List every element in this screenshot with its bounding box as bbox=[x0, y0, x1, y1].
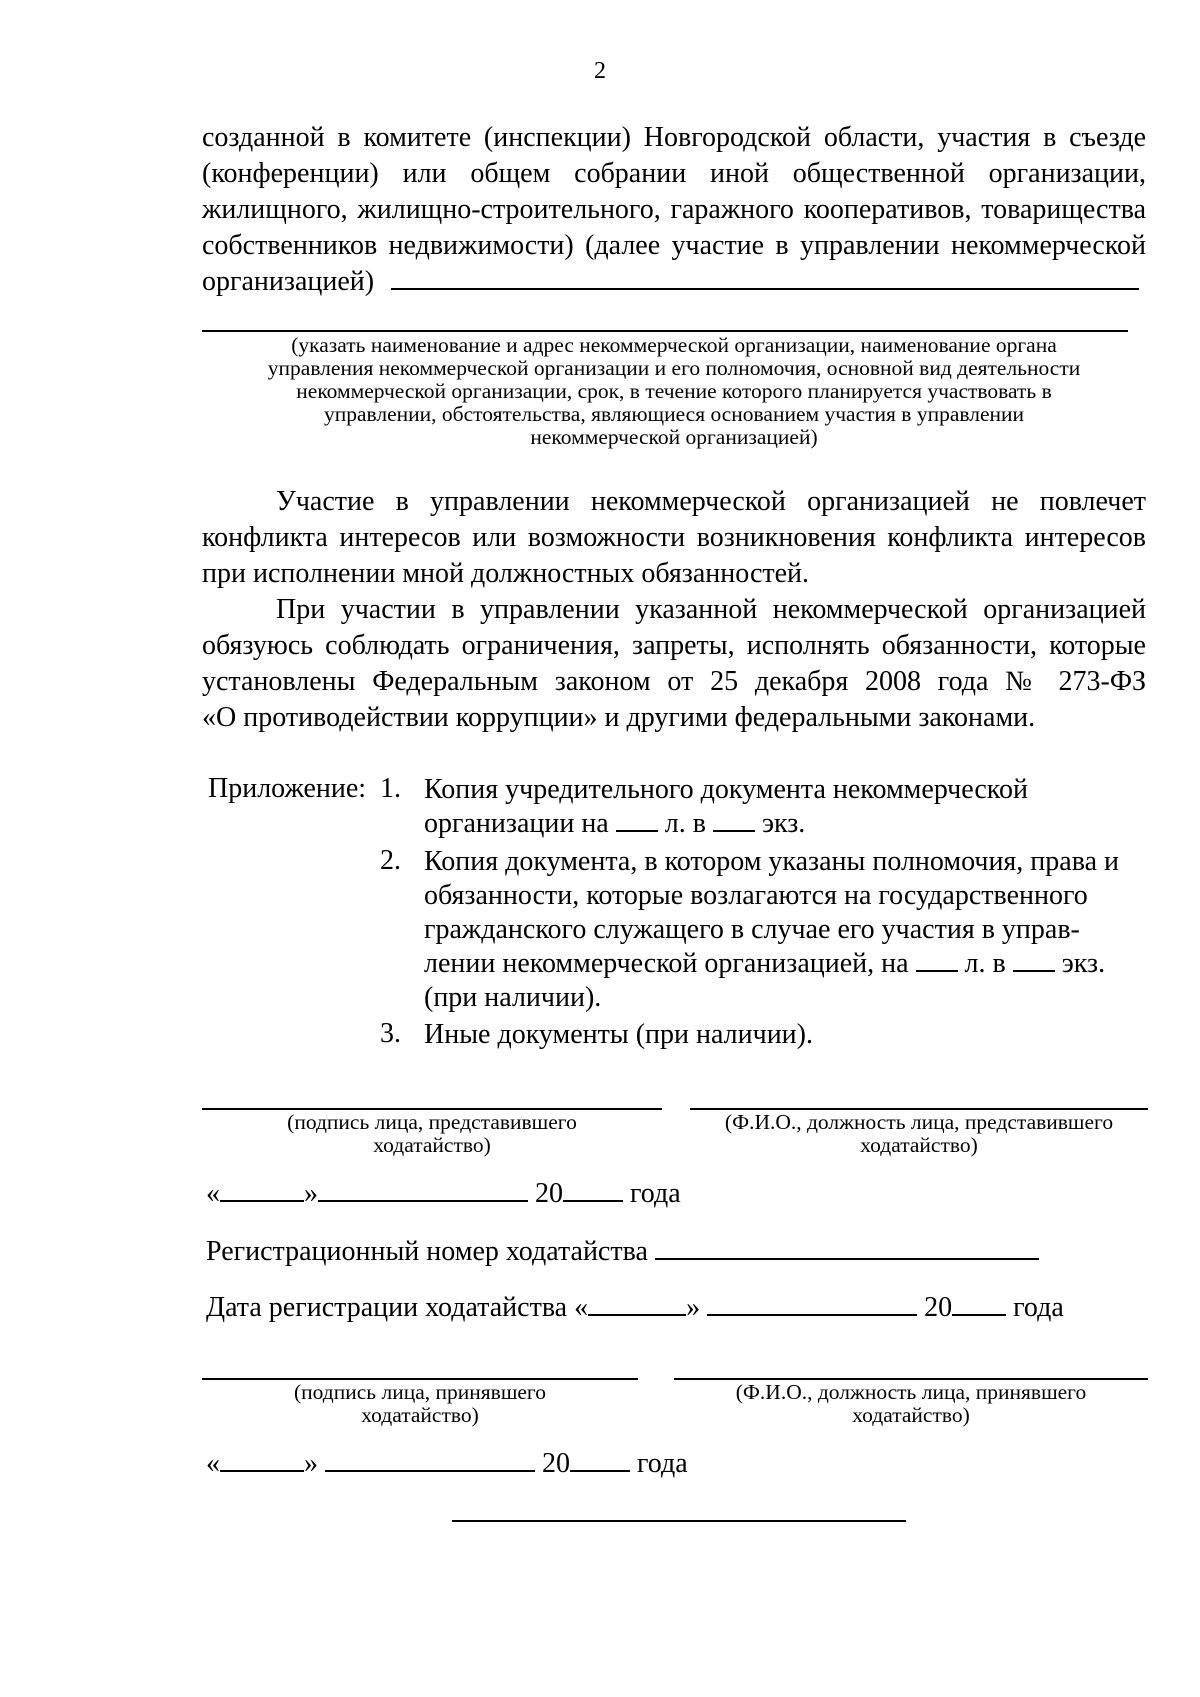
receiver-name-caption-2: ходатайство) bbox=[852, 1403, 970, 1427]
closing-separator bbox=[452, 1520, 906, 1522]
registration-close-quote: » bbox=[686, 1292, 701, 1323]
appendix-item-1-line-1: Копия учредительного документа некоммерческой bbox=[424, 774, 1028, 805]
submission-date bbox=[206, 1178, 681, 1210]
page-number: 2 bbox=[594, 58, 606, 84]
appendix-item-2-copies-field[interactable] bbox=[1013, 948, 1055, 972]
intro-line-1: созданной в комитете (инспекции) Новгородской области, участия в съезде bbox=[202, 122, 1146, 153]
submitter-name-caption-2: ходатайство) bbox=[860, 1133, 978, 1157]
appendix-item-2-line-3: гражданского служащего в случае его участия в управ- bbox=[424, 914, 1080, 945]
para2-line-2: обязуюсь соблюдать ограничения, запреты, исполнять обязанности, которые bbox=[202, 630, 1146, 661]
registration-year-field[interactable] bbox=[952, 1292, 1006, 1316]
date1-close-quote: » bbox=[304, 1178, 318, 1209]
para2-line-4: «О противодействии коррупции» и другими федеральными законами. bbox=[202, 702, 1036, 733]
date1-day-field[interactable] bbox=[220, 1178, 304, 1202]
organization-name-field[interactable] bbox=[391, 266, 1139, 290]
registration-number-label: Регистрационный номер ходатайства bbox=[206, 1236, 648, 1267]
date1-year-word: года bbox=[630, 1178, 681, 1209]
registration-date-row bbox=[206, 1292, 1064, 1324]
appendix-item-2-text-a: лении некоммерческой организацией, на bbox=[424, 948, 909, 979]
appendix-item-2-line-4 bbox=[424, 947, 1105, 981]
appendix-item-1-text-b: л. в bbox=[664, 808, 706, 839]
date2-open-quote: « bbox=[206, 1448, 220, 1479]
date2-century: 20 bbox=[542, 1448, 570, 1479]
registration-month-field[interactable] bbox=[707, 1292, 917, 1316]
appendix-item-3-line-1: Иные документы (при наличии). bbox=[424, 1019, 813, 1050]
appendix-item-2-line-1: Копия документа, в котором указаны полномочия, права и bbox=[424, 846, 1119, 877]
submitter-signature-caption-1: (подпись лица, представившего bbox=[287, 1110, 577, 1134]
date2-year-word: года bbox=[637, 1448, 688, 1479]
appendix-item-1-sheets-field[interactable] bbox=[616, 808, 658, 832]
appendix-item-1-text-c: экз. bbox=[761, 808, 806, 839]
date1-year-field[interactable] bbox=[563, 1178, 623, 1202]
organization-details-field[interactable] bbox=[202, 330, 1128, 332]
appendix-item-2-line-5: (при наличии). bbox=[424, 982, 602, 1013]
registration-number-row bbox=[206, 1236, 1039, 1268]
appendix-item-1-copies-field[interactable] bbox=[713, 808, 755, 832]
date1-open-quote: « bbox=[206, 1178, 220, 1209]
appendix-item-2-text-b: л. в bbox=[964, 948, 1006, 979]
registration-year-word: года bbox=[1013, 1292, 1064, 1323]
para1-line-2: конфликта интересов или возможности возникновения конфликта интересов bbox=[202, 522, 1146, 553]
note-line-2: управления некоммерческой организации и его полномочия, основной вид деятельности bbox=[267, 356, 1081, 380]
appendix-item-3-number: 3. bbox=[380, 1018, 401, 1049]
appendix-item-1-number: 1. bbox=[380, 773, 401, 804]
appendix-item-1-text-a: организации на bbox=[424, 808, 609, 839]
date2-day-field[interactable] bbox=[220, 1448, 304, 1472]
appendix-label: Приложение: bbox=[208, 773, 367, 804]
receiver-signature-caption-2: ходатайство) bbox=[361, 1403, 479, 1427]
note-line-4: управлении, обстоятельства, являющиеся основанием участия в управлении bbox=[323, 402, 1025, 426]
registration-day-field[interactable] bbox=[588, 1292, 686, 1316]
intro-last-label: организацией) bbox=[202, 266, 375, 297]
appendix-item-2-line-2: обязанности, которые возлагаются на государственного bbox=[424, 880, 1088, 911]
intro-line-5 bbox=[202, 264, 1146, 300]
receiver-name-caption-1: (Ф.И.О., должность лица, принявшего bbox=[735, 1380, 1087, 1404]
registration-number-field[interactable] bbox=[655, 1236, 1039, 1260]
appendix-item-2-text-c: экз. bbox=[1061, 948, 1106, 979]
date2-year-field[interactable] bbox=[570, 1448, 630, 1472]
appendix-item-1-line-2 bbox=[424, 807, 805, 841]
registration-century: 20 bbox=[924, 1292, 953, 1323]
para2-line-3: установлены Федеральным законом от 25 декабря 2008 года № 273-ФЗ bbox=[202, 666, 1146, 697]
acceptance-date bbox=[206, 1448, 688, 1480]
date1-century: 20 bbox=[535, 1178, 563, 1209]
note-line-5: некоммерческой организацией) bbox=[530, 425, 818, 449]
date2-close-quote: » bbox=[304, 1448, 318, 1479]
note-line-1: (указать наименование и адрес некоммерческой организации, наименование органа bbox=[291, 333, 1057, 357]
submitter-signature-caption-2: ходатайство) bbox=[373, 1133, 491, 1157]
intro-line-2: (конференции) или общем собрании иной общественной организации, bbox=[202, 158, 1146, 189]
para1-line-3: при исполнении мной должностных обязанностей. bbox=[202, 558, 810, 589]
note-line-3: некоммерческой организации, срок, в течение которого планируется участвовать в bbox=[296, 379, 1052, 403]
intro-line-4: собственников недвижимости) (далее участие в управлении некоммерческой bbox=[202, 230, 1146, 261]
intro-line-3: жилищного, жилищно-строительного, гаражного кооперативов, товарищества bbox=[202, 194, 1146, 225]
para2-line-1: При участии в управлении указанной некоммерческой организацией bbox=[276, 594, 1146, 625]
submitter-name-caption-1: (Ф.И.О., должность лица, представившего bbox=[724, 1110, 1114, 1134]
date2-month-field[interactable] bbox=[325, 1448, 535, 1472]
receiver-signature-caption-1: (подпись лица, принявшего bbox=[294, 1380, 546, 1404]
registration-date-label: Дата регистрации ходатайства « bbox=[206, 1292, 589, 1323]
date1-month-field[interactable] bbox=[318, 1178, 528, 1202]
para1-line-1: Участие в управлении некоммерческой организацией не повлечет bbox=[276, 486, 1146, 517]
appendix-item-2-number: 2. bbox=[380, 845, 401, 876]
appendix-item-2-sheets-field[interactable] bbox=[916, 948, 958, 972]
